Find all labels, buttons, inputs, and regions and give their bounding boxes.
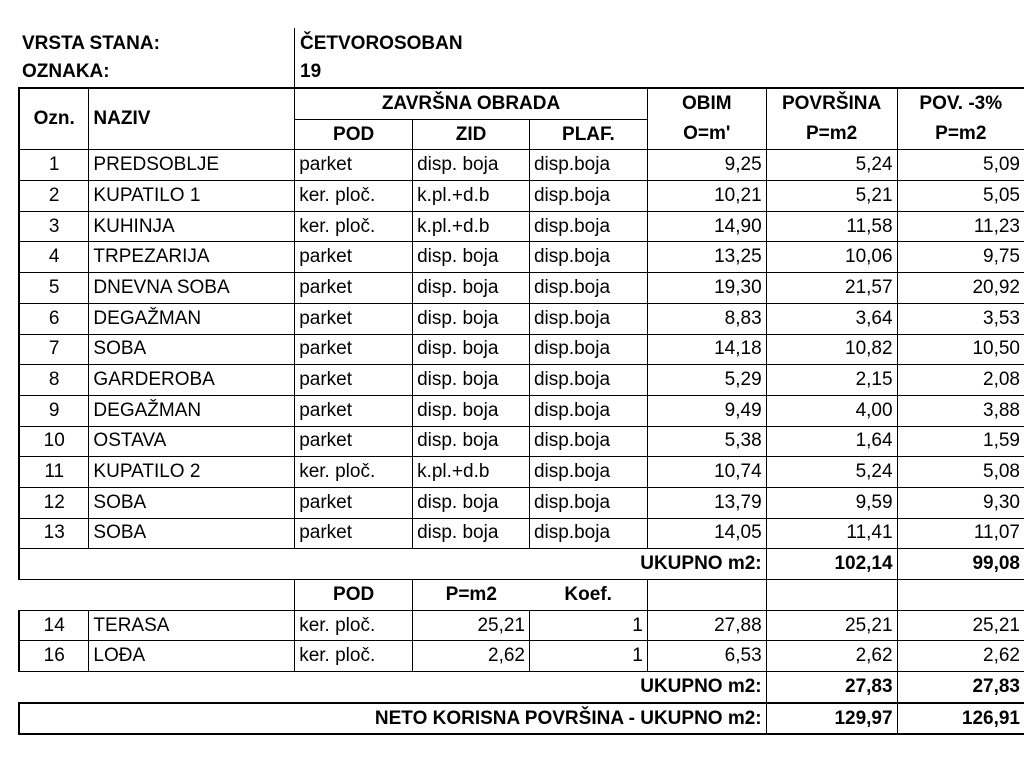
table-row [19, 273, 1024, 304]
room-name: DEGAŽMAN [89, 395, 295, 426]
room-area: 1,64 [766, 426, 897, 457]
room-area-reduced: 3,53 [897, 303, 1024, 334]
room-perimeter: 14,18 [647, 334, 766, 365]
room-area-reduced: 2,08 [897, 365, 1024, 396]
subtotal-indoor-row [19, 549, 1024, 580]
apartment-mark-label: OZNAKA: [22, 61, 110, 82]
outdoor-pod-header: POD [295, 580, 413, 611]
room-perimeter: 14,05 [647, 518, 766, 549]
room-number: 2 [19, 181, 89, 212]
room-ceiling: disp.boja [529, 395, 647, 426]
room-perimeter: 19,30 [647, 273, 766, 304]
outdoor-area-raw: 25,21 [413, 610, 530, 641]
room-area-reduced: 11,23 [897, 211, 1024, 242]
outdoor-area: 2,62 [766, 641, 897, 672]
room-number: 5 [19, 273, 89, 304]
room-perimeter: 13,79 [647, 487, 766, 518]
room-number: 10 [19, 426, 89, 457]
room-floor: parket [295, 303, 413, 334]
net-total-area: 129,97 [766, 703, 897, 735]
table-row [19, 610, 1024, 641]
room-ceiling: disp.boja [529, 273, 647, 304]
outdoor-coefficient: 1 [529, 641, 647, 672]
room-name: DNEVNA SOBA [89, 273, 295, 304]
room-area-reduced: 5,05 [897, 181, 1024, 212]
room-area-reduced: 20,92 [897, 273, 1024, 304]
room-wall: disp. boja [413, 334, 530, 365]
outdoor-koef-header: Koef. [529, 580, 647, 611]
room-area: 10,82 [766, 334, 897, 365]
subtotal-outdoor-label: UKUPNO m2: [19, 672, 766, 703]
room-number: 11 [19, 457, 89, 488]
table-row [19, 487, 1024, 518]
room-perimeter: 5,38 [647, 426, 766, 457]
room-floor: parket [295, 273, 413, 304]
room-floor: ker. ploč. [295, 457, 413, 488]
room-area: 5,21 [766, 181, 897, 212]
outdoor-number: 14 [19, 610, 89, 641]
table-row [19, 181, 1024, 212]
room-number: 13 [19, 518, 89, 549]
room-ceiling: disp.boja [529, 334, 647, 365]
room-wall: disp. boja [413, 150, 530, 181]
room-area-reduced: 5,09 [897, 150, 1024, 181]
outdoor-pm2-header: P=m2 [413, 580, 530, 611]
table-row [19, 211, 1024, 242]
room-area: 9,59 [766, 487, 897, 518]
room-perimeter: 9,49 [647, 395, 766, 426]
room-floor: parket [295, 334, 413, 365]
col-povrsina-header: POVRŠINA [766, 88, 897, 119]
outdoor-area-raw: 2,62 [413, 641, 530, 672]
room-name: PREDSOBLJE [89, 150, 295, 181]
outdoor-number: 16 [19, 641, 89, 672]
room-wall: k.pl.+d.b [413, 457, 530, 488]
room-perimeter: 13,25 [647, 242, 766, 273]
room-wall: disp. boja [413, 273, 530, 304]
room-floor: parket [295, 395, 413, 426]
room-area: 2,15 [766, 365, 897, 396]
room-name: KUPATILO 2 [89, 457, 295, 488]
room-perimeter: 8,83 [647, 303, 766, 334]
table-row [19, 518, 1024, 549]
room-floor: parket [295, 242, 413, 273]
room-wall: k.pl.+d.b [413, 211, 530, 242]
room-ceiling: disp.boja [529, 211, 647, 242]
room-area: 5,24 [766, 457, 897, 488]
room-number: 6 [19, 303, 89, 334]
room-perimeter: 10,21 [647, 181, 766, 212]
room-floor: ker. ploč. [295, 211, 413, 242]
table-row [19, 457, 1024, 488]
room-area: 3,64 [766, 303, 897, 334]
room-floor: parket [295, 518, 413, 549]
subtotal-indoor-area: 102,14 [766, 549, 897, 580]
col-pod-header: POD [295, 119, 413, 150]
room-wall: disp. boja [413, 426, 530, 457]
room-name: TRPEZARIJA [89, 242, 295, 273]
header-divider [294, 28, 295, 88]
outdoor-area: 25,21 [766, 610, 897, 641]
room-ceiling: disp.boja [529, 518, 647, 549]
room-ceiling: disp.boja [529, 181, 647, 212]
room-area-table [18, 87, 1024, 735]
room-name: GARDEROBA [89, 365, 295, 396]
room-area: 5,24 [766, 150, 897, 181]
subtotal-outdoor-row [19, 672, 1024, 703]
room-area-reduced: 10,50 [897, 334, 1024, 365]
room-floor: parket [295, 150, 413, 181]
room-number: 3 [19, 211, 89, 242]
outdoor-floor: ker. ploč. [295, 641, 413, 672]
col-povrsina-unit: P=m2 [766, 119, 897, 150]
outdoor-name: TERASA [89, 610, 295, 641]
apartment-mark-value: 19 [300, 61, 322, 82]
room-ceiling: disp.boja [529, 303, 647, 334]
col-obim-unit: O=m' [647, 119, 766, 150]
room-number: 9 [19, 395, 89, 426]
room-area-reduced: 1,59 [897, 426, 1024, 457]
subtotal-indoor-label: UKUPNO m2: [19, 549, 766, 580]
room-floor: parket [295, 365, 413, 396]
room-number: 4 [19, 242, 89, 273]
apartment-type-label: VRSTA STANA: [22, 33, 160, 54]
table-row [19, 365, 1024, 396]
room-ceiling: disp.boja [529, 242, 647, 273]
room-wall: disp. boja [413, 242, 530, 273]
room-perimeter: 14,90 [647, 211, 766, 242]
room-floor: ker. ploč. [295, 181, 413, 212]
room-perimeter: 5,29 [647, 365, 766, 396]
room-name: SOBA [89, 487, 295, 518]
room-perimeter: 9,25 [647, 150, 766, 181]
outdoor-coefficient: 1 [529, 610, 647, 641]
room-area-reduced: 3,88 [897, 395, 1024, 426]
room-name: SOBA [89, 334, 295, 365]
room-ceiling: disp.boja [529, 365, 647, 396]
table-row [19, 426, 1024, 457]
room-floor: parket [295, 426, 413, 457]
outdoor-perimeter: 6,53 [647, 641, 766, 672]
subtotal-outdoor-area-reduced: 27,83 [897, 672, 1024, 703]
col-plaf-header: PLAF. [529, 119, 647, 150]
outdoor-floor: ker. ploč. [295, 610, 413, 641]
table-row [19, 395, 1024, 426]
room-area: 4,00 [766, 395, 897, 426]
room-wall: disp. boja [413, 365, 530, 396]
col-finish-header: ZAVRŠNA OBRADA [295, 88, 648, 119]
table-row [19, 150, 1024, 181]
room-perimeter: 10,74 [647, 457, 766, 488]
outdoor-area-reduced: 25,21 [897, 610, 1024, 641]
room-area: 10,06 [766, 242, 897, 273]
room-name: OSTAVA [89, 426, 295, 457]
subtotal-outdoor-area: 27,83 [766, 672, 897, 703]
room-ceiling: disp.boja [529, 426, 647, 457]
room-ceiling: disp.boja [529, 487, 647, 518]
room-area-reduced: 9,75 [897, 242, 1024, 273]
room-wall: disp. boja [413, 487, 530, 518]
room-number: 1 [19, 150, 89, 181]
room-number: 12 [19, 487, 89, 518]
net-total-label: NETO KORISNA POVRŠINA - UKUPNO m2: [19, 703, 766, 735]
room-area: 21,57 [766, 273, 897, 304]
table-row [19, 303, 1024, 334]
room-wall: disp. boja [413, 395, 530, 426]
room-wall: disp. boja [413, 518, 530, 549]
col-naziv-header: NAZIV [89, 88, 295, 150]
room-area-reduced: 9,30 [897, 487, 1024, 518]
room-wall: disp. boja [413, 303, 530, 334]
room-name: DEGAŽMAN [89, 303, 295, 334]
room-number: 8 [19, 365, 89, 396]
table-row [19, 242, 1024, 273]
room-area-reduced: 11,07 [897, 518, 1024, 549]
table-row [19, 641, 1024, 672]
room-wall: k.pl.+d.b [413, 181, 530, 212]
net-total-row [19, 703, 1024, 735]
col-pov3-header: POV. -3% [897, 88, 1024, 119]
room-ceiling: disp.boja [529, 457, 647, 488]
outdoor-header-row [19, 580, 1024, 611]
outdoor-perimeter: 27,88 [647, 610, 766, 641]
room-floor: parket [295, 487, 413, 518]
table-row [19, 334, 1024, 365]
net-total-area-reduced: 126,91 [897, 703, 1024, 735]
col-pov3-unit: P=m2 [897, 119, 1024, 150]
room-area: 11,41 [766, 518, 897, 549]
outdoor-area-reduced: 2,62 [897, 641, 1024, 672]
room-ceiling: disp.boja [529, 150, 647, 181]
room-name: SOBA [89, 518, 295, 549]
col-obim-header: OBIM [647, 88, 766, 119]
room-number: 7 [19, 334, 89, 365]
outdoor-name: LOĐA [89, 641, 295, 672]
apartment-type-value: ČETVOROSOBAN [300, 33, 463, 54]
room-area-reduced: 5,08 [897, 457, 1024, 488]
col-zid-header: ZID [413, 119, 530, 150]
room-area: 11,58 [766, 211, 897, 242]
col-ozn-header: Ozn. [19, 88, 89, 150]
subtotal-indoor-area-reduced: 99,08 [897, 549, 1024, 580]
room-name: KUHINJA [89, 211, 295, 242]
room-name: KUPATILO 1 [89, 181, 295, 212]
